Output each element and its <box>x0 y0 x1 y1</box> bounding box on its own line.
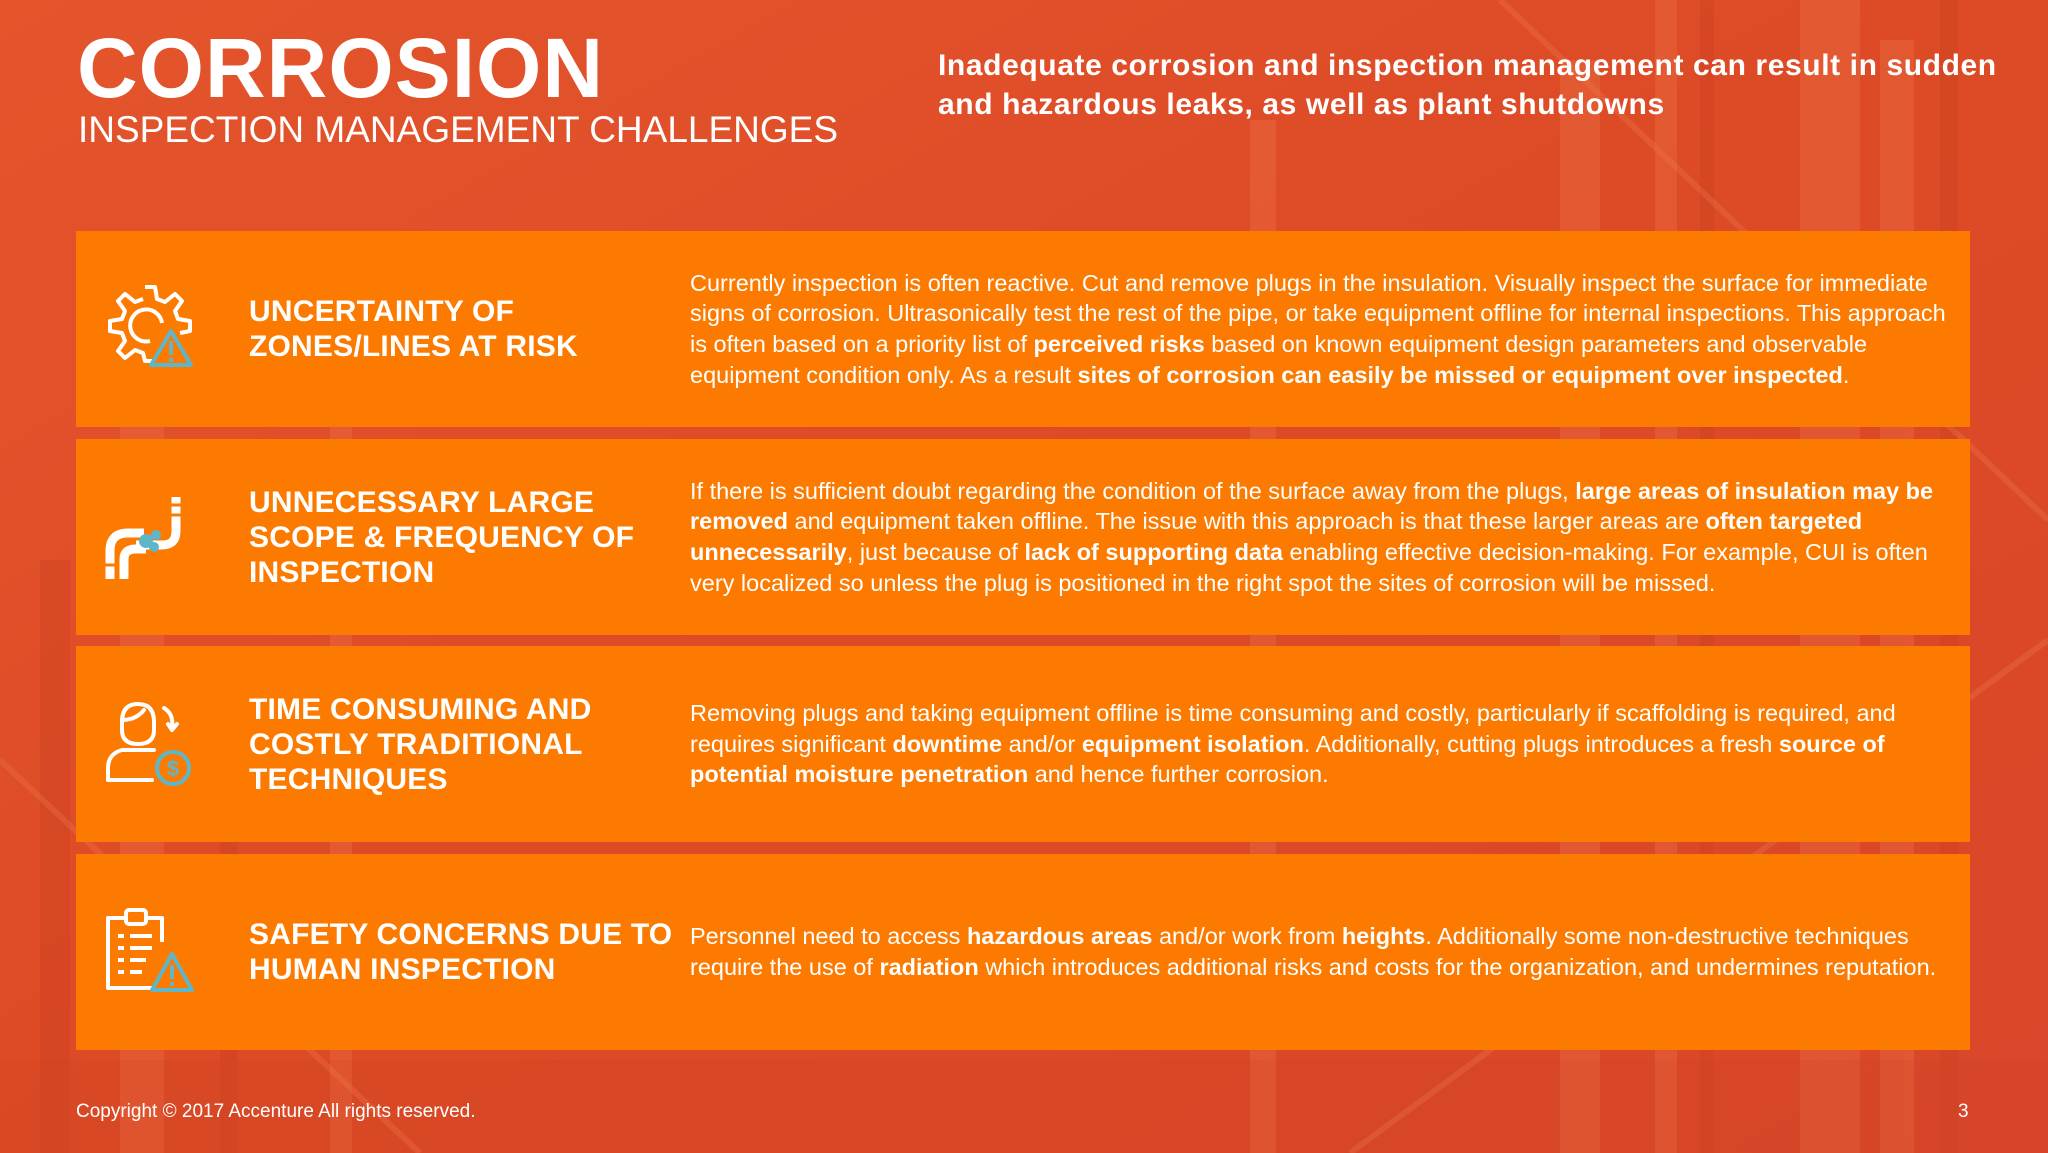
emphasis-text: large areas of insulation may be removed <box>690 477 1934 535</box>
challenge-panel-safety <box>76 854 1970 1050</box>
page-subtitle: INSPECTION MANAGEMENT CHALLENGES <box>78 109 839 150</box>
challenge-description: If there is sufficient doubt regarding the condition of the surface away from the plugs, large areas of insulation may be removed and equipment taken offline. The issue with this approach is that these larger areas are often targeted unnecessarily, just because of lack of supporting data enabling effective decision-making. For example, CUI is often very localized so unless the plug is positioned in the right spot the sites of corrosion will be missed. <box>690 477 1934 596</box>
emphasis-text: hazardous areas <box>966 923 1153 950</box>
emphasis-text: often targeted unnecessarily <box>690 508 1863 565</box>
emphasis-text: sites of corrosion can easily be missed or equipment over inspected <box>1077 361 1843 388</box>
tagline: Inadequate corrosion and inspection management can result in sudden and hazardous leaks, as well as plant shutdowns <box>938 49 1997 121</box>
emphasis-text: perceived risks <box>1033 331 1205 357</box>
emphasis-text: source of potential moisture penetration <box>690 730 1885 788</box>
clipboard-warning-icon <box>100 902 200 1002</box>
challenge-description: Currently inspection is often reactive. Cut and remove plugs in the insulation. Visually inspect the surface for immediate signs of corrosion. Ultrasonically test the rest of the pipe, or take equipment offline for internal inspections. This approach is often based on a priority list of perceived risks based on known equipment design parameters and observable equipment condition only. As a result sites of corrosion can easily be missed or equipment over inspected. <box>690 269 1946 388</box>
challenge-heading: UNCERTAINTY OF ZONES/LINES AT RISK <box>249 295 578 363</box>
challenge-panel-cost <box>76 646 1970 842</box>
pipes-icon <box>100 487 200 587</box>
challenge-description: Personnel need to access hazardous areas and/or work from heights. Additionally some non-destructive techniques require the use of radiation which introduces additional risks and costs for the organization, and undermines reputation. <box>690 923 1937 980</box>
copyright-notice: Copyright © 2017 Accenture All rights reserved. <box>76 1101 476 1122</box>
emphasis-text: heights <box>1341 923 1426 950</box>
challenge-description: Removing plugs and taking equipment offline is time consuming and costly, particularly if scaffolding is required, and requires significant downtime and/or equipment isolation. Additionally, cutting plugs introduces a fresh source of potential moisture penetration and hence further corrosion. <box>690 700 1896 788</box>
emphasis-text: equipment isolation <box>1081 730 1304 757</box>
svg-text:$: $ <box>166 756 180 781</box>
challenge-panel-uncertainty <box>76 231 1970 427</box>
challenge-panel-scope <box>76 439 1970 635</box>
challenge-heading: SAFETY CONCERNS DUE TO HUMAN INSPECTION <box>249 918 673 986</box>
page-number: 3 <box>1958 1101 1969 1122</box>
challenge-heading: UNNECESSARY LARGE SCOPE & FREQUENCY OF INSPECTION <box>249 485 635 589</box>
challenge-heading: TIME CONSUMING AND COSTLY TRADITIONAL TECHNIQUES <box>249 692 592 796</box>
page-title: CORROSION <box>77 21 605 115</box>
person-dollar-icon <box>100 694 200 794</box>
emphasis-text: radiation <box>879 954 979 980</box>
emphasis-text: downtime <box>892 730 1003 757</box>
emphasis-text: lack of supporting data <box>1024 539 1283 565</box>
gear-warning-icon <box>100 279 200 379</box>
